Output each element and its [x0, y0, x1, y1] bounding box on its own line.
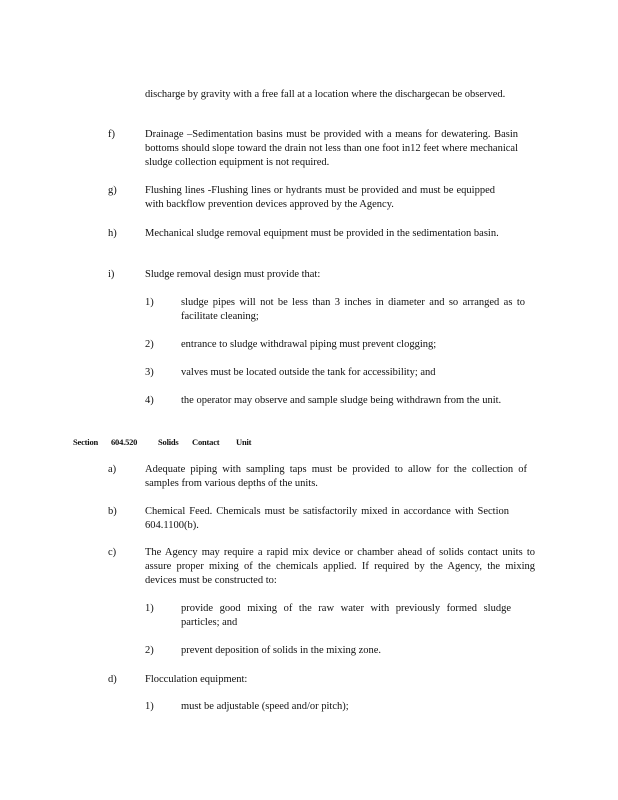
sub-i-2-text: entrance to sludge withdrawal piping must prevent clogging;: [181, 339, 437, 350]
sub-c-1-text: provide good mixing of the raw water with previously formed sludge particles; and: [181, 603, 511, 628]
sub-i-3-text: valves must be located outside the tank for accessibility; and: [181, 367, 436, 378]
item-f-label: f): [108, 129, 115, 140]
sub-i-4-label: 4): [145, 395, 154, 406]
item-f-text: Drainage –Sedimentation basins must be provided with a means for dewatering. Basin bottoms should slope toward the drain not less than one foot in12 feet where mechanical sludge collection equipment is not required.: [145, 129, 518, 168]
section-word: Section: [73, 437, 99, 447]
sub-i-1-label: 1): [145, 297, 154, 308]
sub-i-2-label: 2): [145, 339, 154, 350]
intro-paragraph: discharge by gravity with a free fall at a location where the dischargecan be observed.: [145, 89, 506, 100]
sub-d-1-label: 1): [145, 701, 154, 712]
sub-i-3-label: 3): [145, 367, 154, 378]
item-b-text: Chemical Feed. Chemicals must be satisfactorily mixed in accordance with Section 604.1100(b).: [145, 506, 509, 531]
sub-i-1-text: sludge pipes will not be less than 3 inches in diameter and so arranged as to facilitate cleaning;: [181, 297, 525, 322]
sub-c-2-label: 2): [145, 645, 154, 656]
item-d-text: Flocculation equipment:: [145, 674, 248, 685]
sub-d-1-text: must be adjustable (speed and/or pitch);: [181, 701, 349, 712]
section-title-word-1: Solids: [158, 437, 179, 447]
item-d-label: d): [108, 674, 117, 685]
sub-i-4-text: the operator may observe and sample sludge being withdrawn from the unit.: [181, 395, 502, 406]
item-g-text: Flushing lines -Flushing lines or hydrants must be provided and must be equipped with backflow prevention devices approved by the Agency.: [145, 185, 495, 210]
item-h-label: h): [108, 228, 117, 239]
item-b-label: b): [108, 506, 117, 517]
sub-c-1-label: 1): [145, 603, 154, 614]
section-title-word-2: Contact: [192, 437, 220, 447]
item-h-text: Mechanical sludge removal equipment must be provided in the sedimentation basin.: [145, 228, 499, 239]
item-g-label: g): [108, 185, 117, 196]
item-a-label: a): [108, 464, 117, 475]
item-c-text: The Agency may require a rapid mix device or chamber ahead of solids contact units to assure proper mixing of the chemicals applied. If required by the Agency, the mixing devices must be constructed to:: [145, 547, 535, 586]
section-number: 604.520: [111, 437, 138, 447]
sub-c-2-text: prevent deposition of solids in the mixing zone.: [181, 645, 382, 656]
item-a-text: Adequate piping with sampling taps must be provided to allow for the collection of samples from various depths of the units.: [145, 464, 527, 489]
item-c-label: c): [108, 547, 117, 558]
item-i-text: Sludge removal design must provide that:: [145, 269, 321, 280]
section-title-word-3: Unit: [236, 437, 252, 447]
item-i-label: i): [108, 269, 115, 280]
